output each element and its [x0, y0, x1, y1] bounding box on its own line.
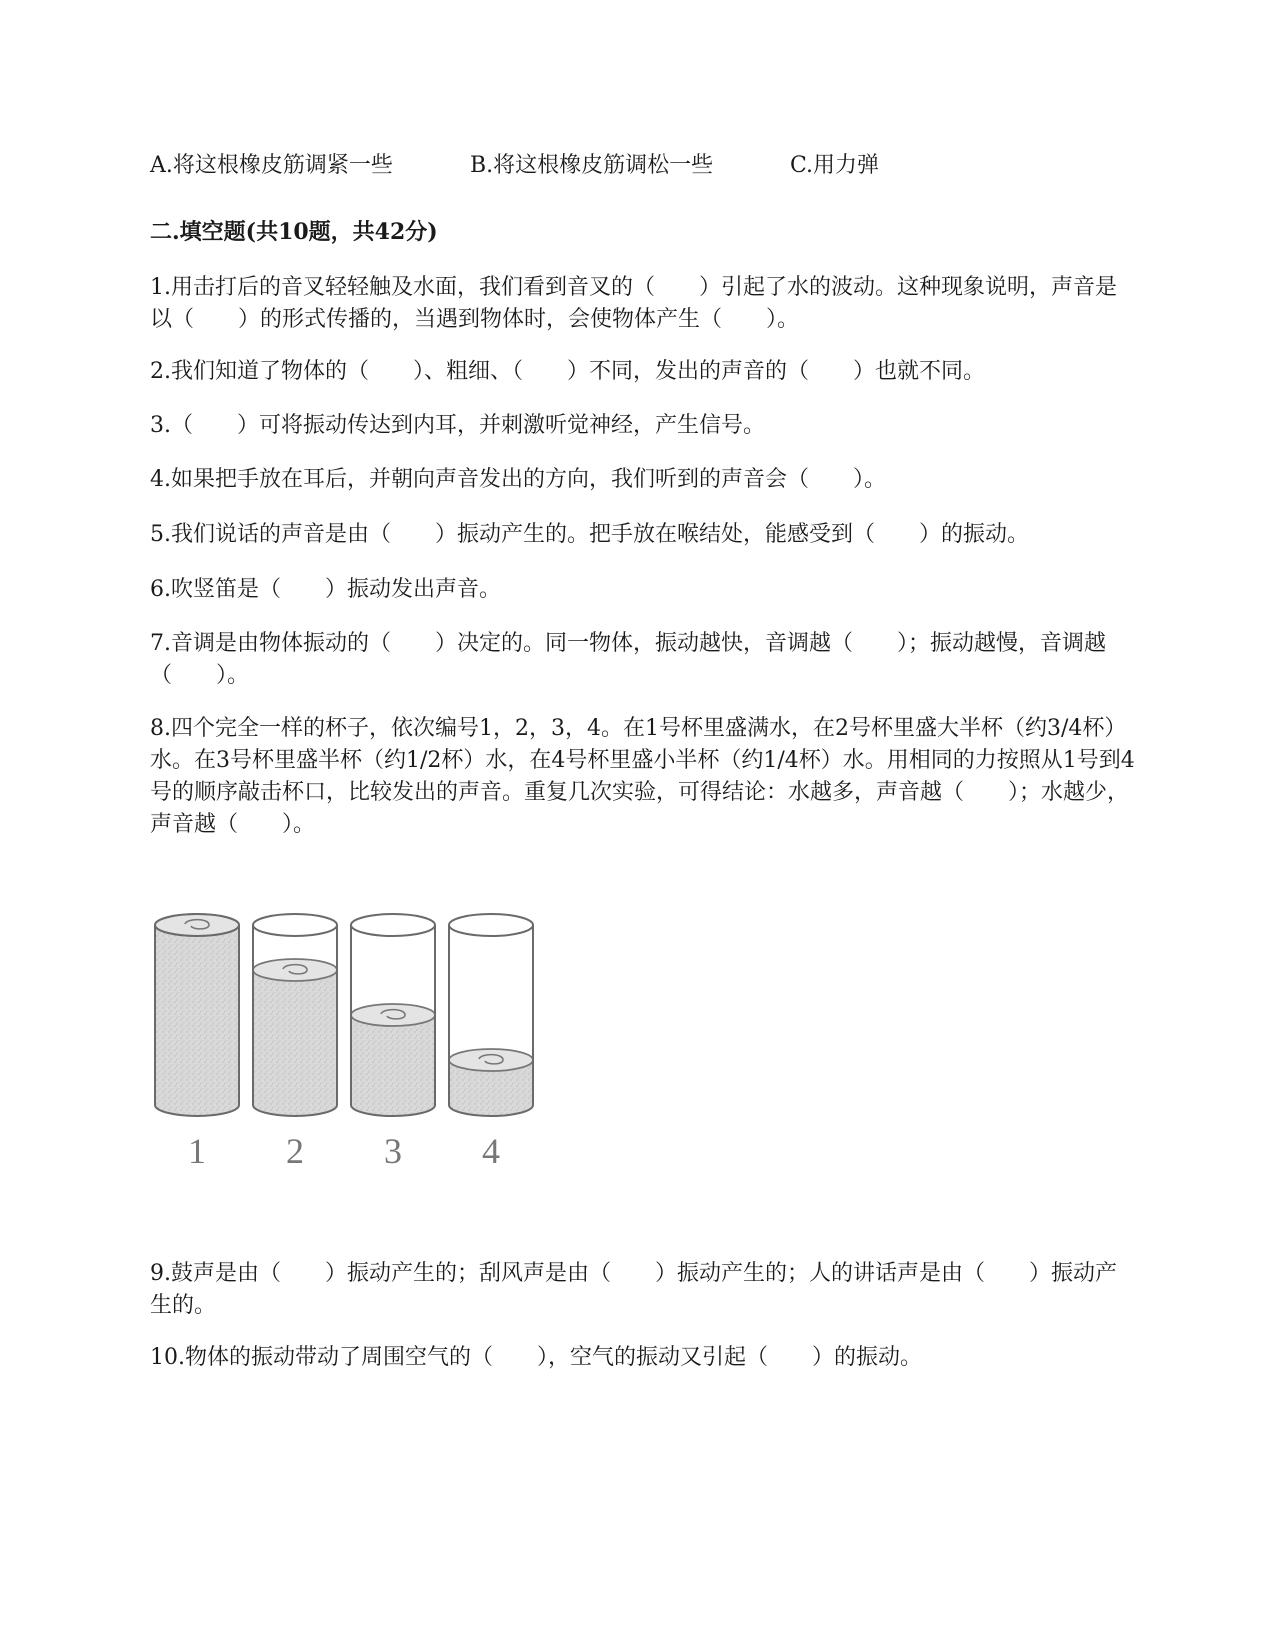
cup-4-water-surface: [449, 1049, 533, 1071]
cup-2-rim: [253, 914, 337, 936]
cup-4-rim: [449, 914, 533, 936]
option-c: C.用力弹: [790, 153, 880, 178]
cup-3-water-surface: [351, 1004, 435, 1026]
question-8: 8.四个完全一样的杯子，依次编号1，2，3，4。在1号杯里盛满水，在2号杯里盛大半杯（约3/4杯）水。在3号杯里盛半杯（约1/2杯）水，在4号杯里盛小半杯（约1/4杯）水。用相同的力按照从1号到4号的顺序敲击杯口，比较发出的声音。重复几次实验，可得结论：水越多，声音越（ ）；水越少，声音越（ ）。: [150, 716, 1135, 837]
cup-2: [253, 914, 337, 1171]
cup-3: [351, 914, 435, 1171]
option-b: B.将这根橡皮筋调松一些: [470, 153, 714, 178]
question-3: 3.（ ）可将振动传达到内耳，并刺激听觉神经，产生信号。: [150, 413, 765, 438]
cups-figure: [150, 905, 570, 1175]
cup-2-water-surface: [253, 959, 337, 981]
cup-4: [449, 914, 533, 1171]
question-10: 10.物体的振动带动了周围空气的（ ），空气的振动又引起（ ）的振动。: [150, 1345, 922, 1370]
cup-1-water: [155, 925, 239, 1116]
cup-2-label: 2: [286, 1131, 304, 1171]
question-5: 5.我们说话的声音是由（ ）振动产生的。把手放在喉结处，能感受到（ ）的振动。: [150, 522, 1029, 547]
cup-1: [155, 914, 239, 1171]
cup-3-rim: [351, 914, 435, 936]
cup-3-label: 3: [384, 1131, 402, 1171]
section-title: 二.填空题(共10题，共42分): [150, 219, 438, 245]
cup-4-label: 4: [482, 1131, 500, 1171]
question-7: 7.音调是由物体振动的（ ）决定的。同一物体，振动越快，音调越（ ）；振动越慢，音调越（ ）。: [150, 631, 1106, 688]
cup-2-water: [253, 970, 337, 1116]
question-4: 4.如果把手放在耳后，并朝向声音发出的方向，我们听到的声音会（ ）。: [150, 467, 886, 492]
question-1: 1.用击打后的音叉轻轻触及水面，我们看到音叉的（ ）引起了水的波动。这种现象说明，声音是以（ ）的形式传播的，当遇到物体时，会使物体产生（ ）。: [150, 275, 1117, 332]
option-a: A.将这根橡皮筋调紧一些: [150, 153, 393, 178]
question-2: 2.我们知道了物体的（ ）、粗细、（ ）不同，发出的声音的（ ）也就不同。: [150, 359, 985, 384]
cup-1-label: 1: [188, 1131, 206, 1171]
question-6: 6.吹竖笛是（ ）振动发出声音。: [150, 577, 501, 602]
cup-3-water: [351, 1015, 435, 1116]
question-9: 9.鼓声是由（ ）振动产生的；刮风声是由（ ）振动产生的；人的讲话声是由（ ）振动产生的。: [150, 1261, 1117, 1318]
